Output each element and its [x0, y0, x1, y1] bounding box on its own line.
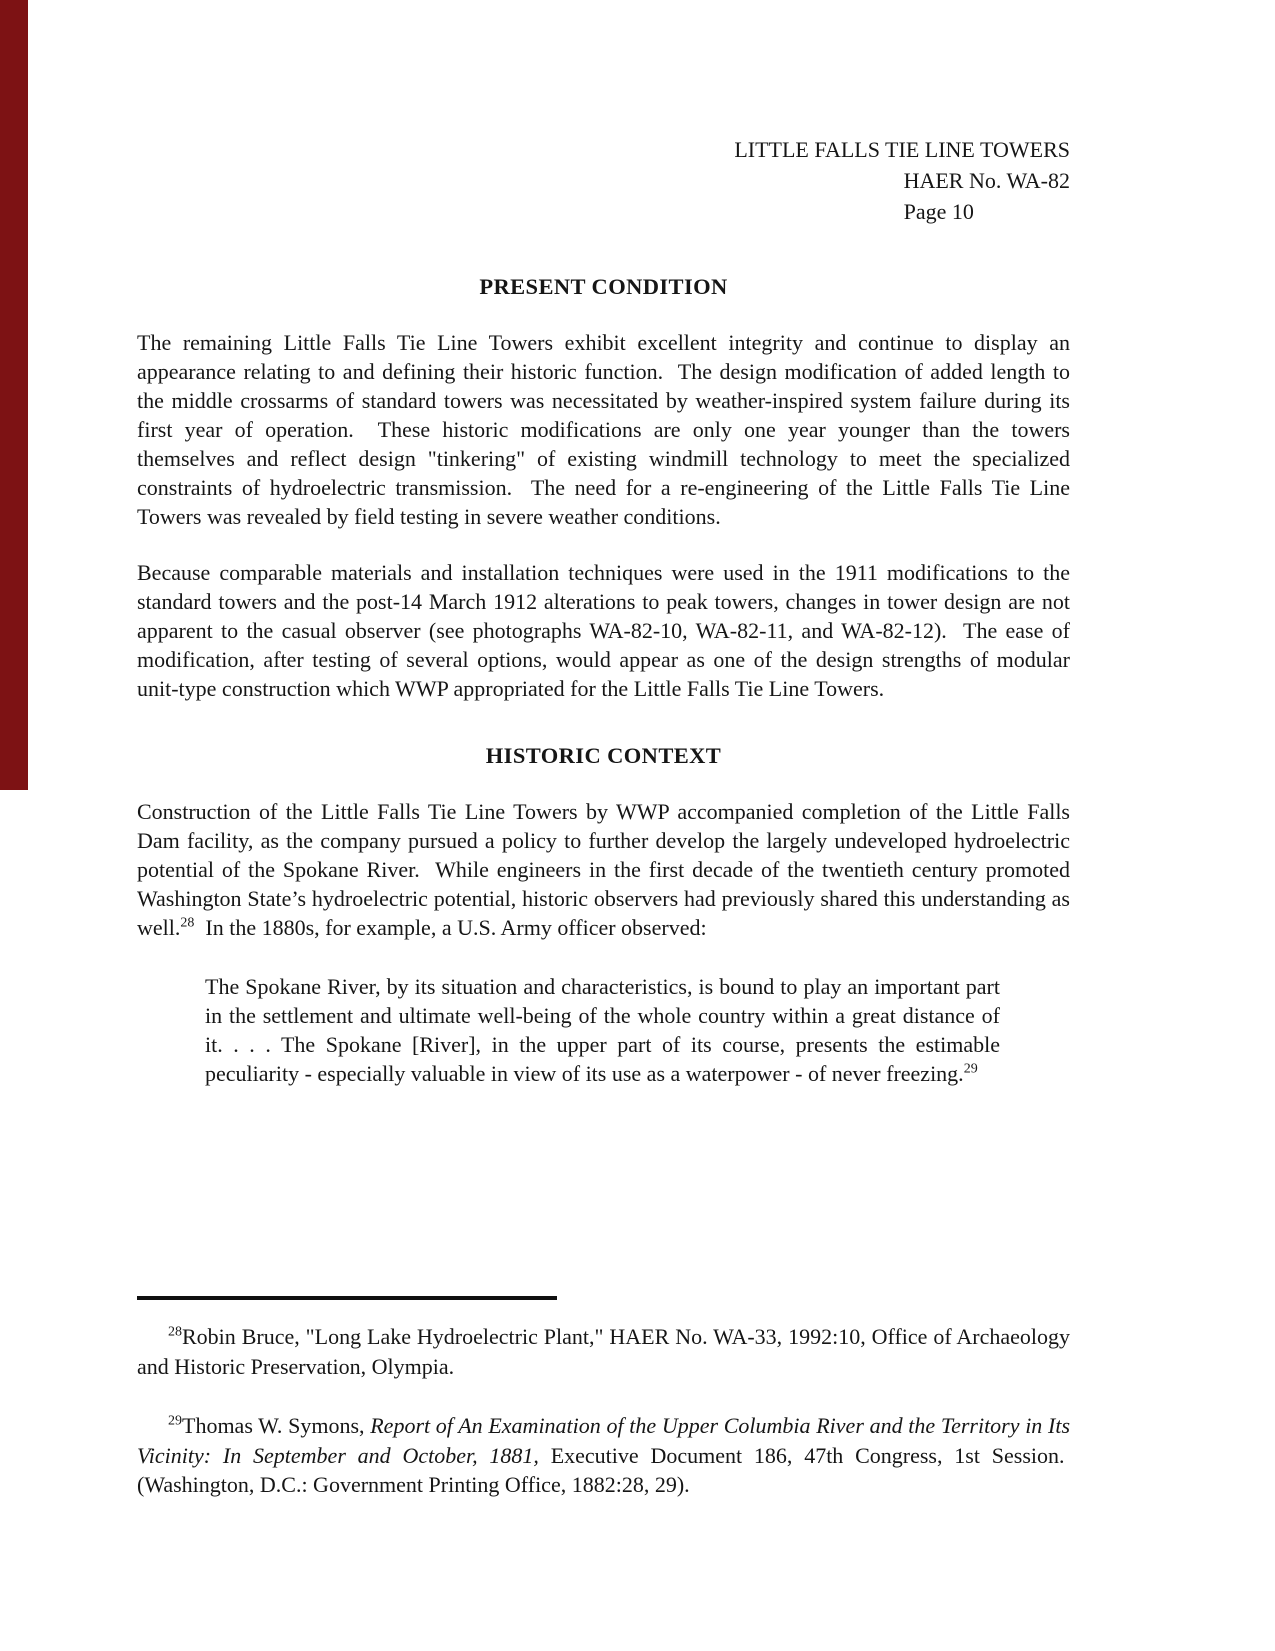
- header-page-number: Page 10: [903, 199, 974, 224]
- footnote-ref-28: 28: [180, 915, 195, 931]
- footnote-29-text: Thomas W. Symons,: [182, 1413, 371, 1438]
- footnote-28-number: 28: [168, 1324, 182, 1340]
- footnote-separator: [137, 1296, 557, 1300]
- footnote-section: [137, 1288, 1070, 1500]
- paragraph-present-condition-1: The remaining Little Falls Tie Line Towers exhibit excellent integrity and continue to display an appearance relating to and defining their historic function. The design modification of added length to the middle crossarms of standard towers was necessitated by weather-inspired system failure during its first year of operation. These historic modifications are only one year younger than the towers themselves and reflect design "tinkering" of existing windmill technology to meet the specialized constraints of hydroelectric transmission. The need for a re-engineering of the Little Falls Tie Line Towers was revealed by field testing in severe weather conditions.: [137, 330, 1070, 529]
- paragraph-present-condition-2: Because comparable materials and installation techniques were used in the 1911 modifications to the standard towers and the post-14 March 1912 alterations to peak towers, changes in tower design are not apparent to the casual observer (see photographs WA-82-10, WA-82-11, and WA-82-12). The ease of modification, after testing of several options, would appear as one of the design strengths of modular unit-type construction which WWP appropriated for the Little Falls Tie Line Towers.: [137, 560, 1070, 701]
- paragraph-text: In the 1880s, for example, a U.S. Army officer observed:: [194, 915, 707, 940]
- footnote-29: [137, 1411, 1070, 1500]
- header-haer-number: HAER No. WA-82: [903, 168, 1070, 193]
- footnote-29-number: 29: [168, 1413, 182, 1429]
- section-title-historic-context: HISTORIC CONTEXT: [485, 743, 722, 768]
- header-sub-block: [904, 165, 1070, 227]
- document-body: [137, 0, 1070, 1088]
- quote-text: The Spokane River, by its situation and characteristics, is bound to play an important part in the settlement and ultimate well-being of the whole country within a great distance of it. . . . The Spokane [River], in the upper part of its course, presents the estimable peculiarity - especially valuable in view of its use as a waterpower - of never freezing.: [205, 974, 1000, 1086]
- paragraph-historic-context: [137, 797, 1070, 942]
- scan-artifact-strip: [0, 0, 28, 790]
- header-title: LITTLE FALLS TIE LINE TOWERS: [734, 137, 1070, 162]
- block-quote: [205, 972, 1000, 1088]
- paragraph-text: Construction of the Little Falls Tie Line Towers by WWP accompanied completion of the Little Falls Dam facility, as the company pursued a policy to further develop the largely undeveloped hydroelectric potential of the Spokane River. While engineers in the first decade of the twentieth century promoted Washington State’s hydroelectric potential, historic observers had previously shared this understanding as well.: [137, 799, 1070, 940]
- footnote-28: [137, 1322, 1070, 1381]
- footnote-29-text: Executive Document 186, 47th Congress, 1st Session. (Washington, D.C.: Government Printing Office, 1882:28, 29).: [137, 1442, 1070, 1497]
- footnote-ref-29: 29: [963, 1061, 978, 1077]
- page-header: [137, 134, 1070, 227]
- footnote-29-title-italic: Report of An Examination of the Upper Columbia River and the Territory in Its Vicinity: In September and October, 1881,: [137, 1413, 1071, 1468]
- section-title-present-condition: PRESENT CONDITION: [479, 274, 728, 299]
- footnote-28-text: Robin Bruce, "Long Lake Hydroelectric Plant," HAER No. WA-33, 1992:10, Office of Archaeology and Historic Preservation, Olympia.: [137, 1324, 1070, 1379]
